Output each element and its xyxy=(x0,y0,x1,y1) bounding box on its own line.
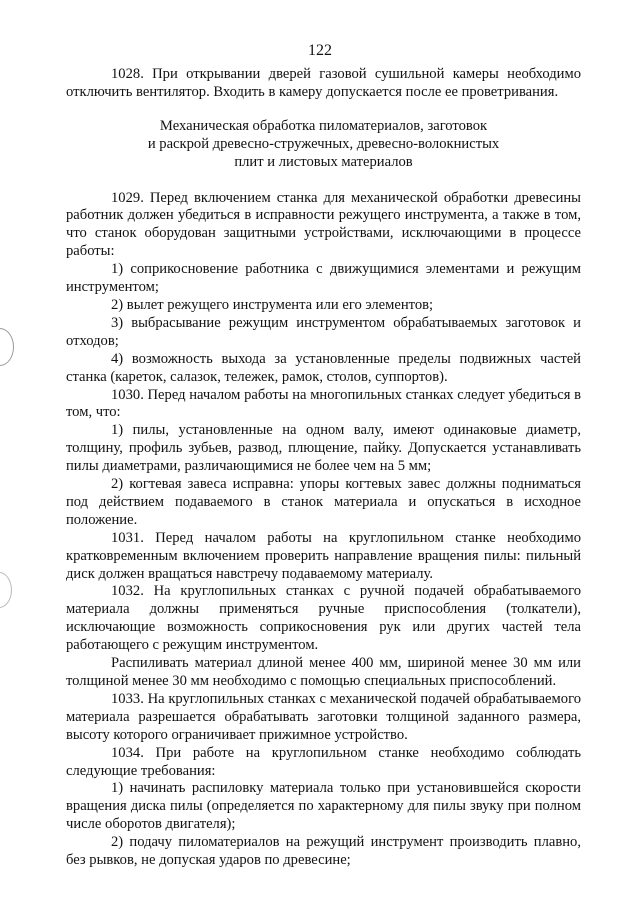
list-item: 2) подачу пиломатериалов на режущий инструмент производить плавно, без рывков, не допуская ударов по древесине; xyxy=(66,834,581,869)
paragraph-1034: 1034. При работе на круглопильном станке необходимо соблюдать следующие требования: xyxy=(66,744,581,779)
paragraph-1029: 1029. Перед включением станка для механической обработки древесины работник должен убедиться в исправности режущего инструмента, а также в том, что станок оборудован защитными устройствами, исключающими в процессе работы: xyxy=(66,189,581,260)
paragraph-1030: 1030. Перед началом работы на многопильных станках следует убедиться в том, что: xyxy=(66,386,581,421)
punch-hole-mark xyxy=(0,328,14,366)
heading-line: и раскрой древесно-стружечных, древесно-волокнистых xyxy=(147,135,500,152)
punch-hole-mark xyxy=(0,572,12,608)
heading-line: плит и листовых материалов xyxy=(234,153,413,170)
paragraph-1028: 1028. При открывании дверей газовой сушильной камеры необходимо отключить вентилятор. Входить в камеру допускается после ее проветривания. xyxy=(66,66,581,100)
list-item: 2) когтевая завеса исправна: упоры когтевых завес должны подниматься под действием подаваемого в станок материала и опускаться в исходное положение. xyxy=(66,476,581,528)
paragraph-1033: 1033. На круглопильных станках с механической подачей обрабатываемого материала разрешается обрабатывать заготовки толщиной заданного размера, высоту которого ограничивает прижимное устройство. xyxy=(66,690,581,743)
list-item: 3) выбрасывание режущим инструментом обрабатываемых заготовок и отходов; xyxy=(66,314,581,349)
list-item: 1) пилы, установленные на одном валу, имеют одинаковые диаметр, толщину, профиль зубьев, развод, плющение, пайку. Допускается устанавливать пилы диаметрами, различающимися не более чем на 5 мм; xyxy=(66,422,581,475)
paragraph: Распиливать материал длиной менее 400 мм, шириной менее 30 мм или толщиной менее 30 мм необходимо с помощью специальных приспособлений. xyxy=(66,655,581,689)
list-item: 1) соприкосновение работника с движущимися элементами и режущим инструментом; xyxy=(66,261,581,296)
document-body xyxy=(66,66,581,870)
section-heading xyxy=(66,118,581,172)
list-item: 4) возможность выхода за установленные пределы подвижных частей станка (кареток, салазок, тележек, рамок, столов, суппортов). xyxy=(66,350,581,385)
paragraph-1032: 1032. На круглопильных станках с ручной подачей обрабатываемого материала должны применяться ручные приспособления (толкатели), исключающие возможность соприкосновения рук или других частей тела работающего с режущим инструментом. xyxy=(66,583,581,654)
page-number: 122 xyxy=(308,42,332,59)
heading-line: Механическая обработка пиломатериалов, заготовок xyxy=(159,117,488,134)
list-item: 1) начинать распиловку материала только при установившейся скорости вращения диска пилы (определяется по характерному для пилы звуку при полном числе оборотов двигателя); xyxy=(66,780,581,833)
list-item: 2) вылет режущего инструмента или его элементов; xyxy=(111,296,434,313)
paragraph-1031: 1031. Перед началом работы на круглопильном станке необходимо кратковременным включением проверить направление вращения пилы: пильный диск должен вращаться навстречу подаваемому материалу. xyxy=(66,529,581,582)
